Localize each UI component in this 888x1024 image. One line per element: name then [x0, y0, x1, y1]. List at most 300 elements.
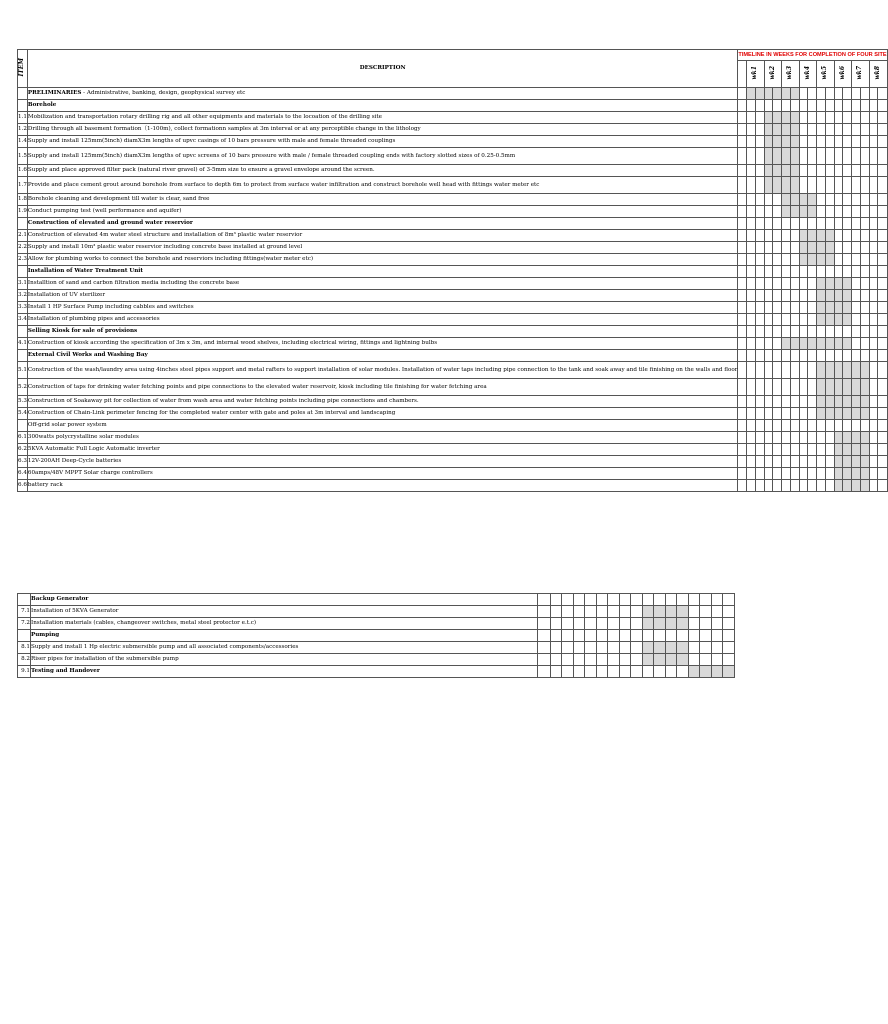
- timeline-cell: [574, 606, 585, 618]
- timeline-cell: [825, 266, 834, 278]
- timeline-cell: [852, 468, 860, 480]
- timeline-cell: [747, 218, 755, 230]
- timeline-cell: [538, 642, 551, 654]
- section-heading: [31, 630, 538, 642]
- timeline-cell: [551, 642, 562, 654]
- table-row: [18, 654, 735, 666]
- timeline-cell: [843, 266, 852, 278]
- item-number: 2.3: [18, 254, 28, 266]
- timeline-spacer-cell: [738, 61, 747, 88]
- timeline-cell: [689, 606, 700, 618]
- table-row: [18, 326, 888, 338]
- timeline-cell: [808, 230, 817, 242]
- timeline-cell: [654, 606, 666, 618]
- timeline-cell: [799, 194, 807, 206]
- timeline-cell: [755, 314, 764, 326]
- week-header-1: [747, 61, 765, 88]
- timeline-cell: [755, 468, 764, 480]
- timeline-cell: [878, 480, 887, 492]
- item-number: 5.2: [18, 379, 28, 396]
- timeline-cell: [869, 254, 877, 266]
- table-row: [18, 444, 888, 456]
- timeline-cell: [764, 242, 772, 254]
- timeline-cell: [773, 218, 782, 230]
- timeline-cell: [869, 177, 877, 194]
- timeline-cell: [878, 206, 887, 218]
- item-number: [18, 420, 28, 432]
- timeline-cell: [790, 242, 799, 254]
- timeline-cell: [790, 396, 799, 408]
- timeline-cell: [860, 230, 869, 242]
- timeline-cell: [773, 432, 782, 444]
- timeline-cell: [817, 432, 825, 444]
- timeline-cell: [773, 338, 782, 350]
- item-description: [27, 396, 738, 408]
- timeline-cell: [834, 242, 842, 254]
- item-description: [27, 124, 738, 136]
- timeline-cell: [790, 218, 799, 230]
- timeline-cell: [738, 480, 747, 492]
- timeline-cell: [755, 326, 764, 338]
- timeline-cell: [878, 290, 887, 302]
- timeline-cell: [747, 302, 755, 314]
- timeline-cell: [773, 302, 782, 314]
- timeline-cell: [817, 266, 825, 278]
- timeline-cell: [878, 148, 887, 165]
- timeline-cell: [799, 420, 807, 432]
- timeline-cell: [817, 218, 825, 230]
- timeline-cell: [852, 254, 860, 266]
- timeline-cell: [878, 254, 887, 266]
- description-text: Testing and Handover: [31, 668, 100, 675]
- timeline-cell: [860, 420, 869, 432]
- item-number: 6.4: [18, 468, 28, 480]
- timeline-cell: [608, 618, 620, 630]
- timeline-cell: [852, 396, 860, 408]
- timeline-cell: [878, 350, 887, 362]
- timeline-cell: [843, 420, 852, 432]
- timeline-cell: [755, 206, 764, 218]
- timeline-cell: [852, 100, 860, 112]
- timeline-cell: [869, 420, 877, 432]
- timeline-cell: [808, 408, 817, 420]
- timeline-cell: [860, 350, 869, 362]
- item-description: [27, 230, 738, 242]
- timeline-cell: [852, 88, 860, 100]
- item-description: [31, 666, 538, 678]
- timeline-cell: [700, 666, 712, 678]
- description-text: Installation of 5KVA Generator: [31, 608, 119, 615]
- table-row: [18, 606, 735, 618]
- timeline-cell: [799, 136, 807, 148]
- timeline-cell: [843, 314, 852, 326]
- timeline-cell: [631, 594, 643, 606]
- item-header-label: ITEM: [18, 58, 26, 77]
- timeline-cell: [551, 654, 562, 666]
- timeline-cell: [817, 112, 825, 124]
- timeline-cell: [869, 124, 877, 136]
- timeline-cell: [712, 630, 723, 642]
- timeline-cell: [738, 396, 747, 408]
- timeline-cell: [825, 444, 834, 456]
- timeline-cell: [834, 88, 842, 100]
- timeline-cell: [860, 396, 869, 408]
- timeline-cell: [843, 468, 852, 480]
- timeline-cell: [782, 100, 790, 112]
- timeline-cell: [597, 642, 608, 654]
- timeline-cell: [764, 177, 772, 194]
- timeline-cell: [764, 408, 772, 420]
- timeline-cell: [755, 362, 764, 379]
- timeline-cell: [747, 480, 755, 492]
- timeline-cell: [834, 379, 842, 396]
- timeline-cell: [755, 194, 764, 206]
- timeline-cell: [834, 456, 842, 468]
- timeline-cell: [799, 148, 807, 165]
- timeline-cell: [860, 112, 869, 124]
- timeline-cell: [843, 148, 852, 165]
- section-heading: [27, 266, 738, 278]
- timeline-cell: [738, 290, 747, 302]
- item-description: [27, 206, 738, 218]
- timeline-cell: [755, 266, 764, 278]
- timeline-cell: [825, 278, 834, 290]
- timeline-cell: [782, 314, 790, 326]
- timeline-cell: [825, 396, 834, 408]
- timeline-cell: [852, 242, 860, 254]
- schedule-table-continued: [17, 593, 735, 678]
- timeline-cell: [869, 266, 877, 278]
- week-label: wk8: [874, 66, 882, 80]
- timeline-cell: [834, 444, 842, 456]
- table-row: [18, 362, 888, 379]
- table-row: [18, 290, 888, 302]
- timeline-cell: [551, 594, 562, 606]
- timeline-cell: [755, 136, 764, 148]
- timeline-cell: [843, 350, 852, 362]
- item-number: [18, 350, 28, 362]
- item-number: [18, 88, 28, 100]
- timeline-cell: [852, 432, 860, 444]
- timeline-cell: [747, 444, 755, 456]
- timeline-cell: [790, 444, 799, 456]
- item-number: [18, 100, 28, 112]
- timeline-cell: [747, 379, 755, 396]
- timeline-cell: [878, 88, 887, 100]
- item-description: [27, 88, 738, 100]
- item-number: 9.1: [18, 666, 31, 678]
- timeline-cell: [852, 230, 860, 242]
- timeline-cell: [738, 266, 747, 278]
- timeline-cell: [808, 480, 817, 492]
- timeline-cell: [825, 326, 834, 338]
- section-heading: [27, 218, 738, 230]
- timeline-cell: [654, 666, 666, 678]
- timeline-cell: [860, 254, 869, 266]
- timeline-cell: [620, 630, 631, 642]
- timeline-cell: [712, 606, 723, 618]
- timeline-cell: [764, 338, 772, 350]
- timeline-cell: [843, 177, 852, 194]
- table-row: [18, 350, 888, 362]
- section-heading: [31, 594, 538, 606]
- description-text: Supply and install 125mm(5inch) diamX3m lengths of upvc casings of 10 bars pressure with male and female threaded couplings: [27, 138, 396, 145]
- timeline-cell: [869, 468, 877, 480]
- timeline-cell: [790, 338, 799, 350]
- timeline-cell: [825, 350, 834, 362]
- timeline-cell: [747, 396, 755, 408]
- timeline-cell: [799, 254, 807, 266]
- timeline-cell: [585, 606, 597, 618]
- timeline-cell: [643, 630, 654, 642]
- timeline-cell: [723, 642, 735, 654]
- timeline-cell: [738, 148, 747, 165]
- week-header-5: [817, 61, 835, 88]
- timeline-cell: [755, 218, 764, 230]
- timeline-cell: [755, 242, 764, 254]
- timeline-cell: [825, 408, 834, 420]
- timeline-cell: [773, 468, 782, 480]
- timeline-cell: [817, 420, 825, 432]
- timeline-cell: [773, 362, 782, 379]
- timeline-cell: [689, 594, 700, 606]
- timeline-cell: [808, 100, 817, 112]
- timeline-cell: [834, 362, 842, 379]
- timeline-cell: [764, 326, 772, 338]
- timeline-cell: [799, 177, 807, 194]
- timeline-cell: [817, 177, 825, 194]
- timeline-cell: [790, 177, 799, 194]
- timeline-cell: [755, 408, 764, 420]
- timeline-cell: [825, 314, 834, 326]
- item-description: [27, 290, 738, 302]
- table-row: [18, 480, 888, 492]
- timeline-cell: [799, 230, 807, 242]
- timeline-cell: [689, 630, 700, 642]
- item-number: 1.6: [18, 165, 28, 177]
- timeline-cell: [755, 338, 764, 350]
- table-row: [18, 642, 735, 654]
- timeline-cell: [782, 456, 790, 468]
- timeline-cell: [723, 594, 735, 606]
- timeline-cell: [852, 136, 860, 148]
- table-row: [18, 302, 888, 314]
- timeline-cell: [878, 266, 887, 278]
- timeline-cell: [562, 666, 574, 678]
- description-text: Installation materials (cables, changeover switches, metal steel protector e.t.c): [31, 620, 257, 627]
- timeline-cell: [790, 314, 799, 326]
- timeline-cell: [878, 177, 887, 194]
- timeline-cell: [834, 100, 842, 112]
- timeline-cell: [790, 194, 799, 206]
- timeline-cell: [860, 379, 869, 396]
- timeline-cell: [843, 444, 852, 456]
- table-row: [18, 124, 888, 136]
- table-row: [18, 338, 888, 350]
- timeline-cell: [631, 618, 643, 630]
- timeline-cell: [834, 266, 842, 278]
- timeline-cell: [654, 630, 666, 642]
- item-number: 2.1: [18, 230, 28, 242]
- timeline-cell: [869, 278, 877, 290]
- timeline-cell: [799, 278, 807, 290]
- item-number: 1.9: [18, 206, 28, 218]
- timeline-cell: [773, 230, 782, 242]
- timeline-cell: [869, 88, 877, 100]
- description-text: Supply and install 125mm(5inch) diamX3m lengths of upvc screens of 10 bars pressure with male / female threaded coupling ends with factory slotted sizes of 0.25-0.5mm: [27, 152, 516, 159]
- timeline-cell: [817, 136, 825, 148]
- timeline-cell: [808, 177, 817, 194]
- week-label: wk5: [821, 66, 829, 80]
- timeline-cell: [799, 326, 807, 338]
- week-header-8: [869, 61, 887, 88]
- timeline-cell: [852, 124, 860, 136]
- timeline-cell: [843, 100, 852, 112]
- timeline-cell: [677, 630, 689, 642]
- timeline-cell: [755, 480, 764, 492]
- timeline-cell: [790, 148, 799, 165]
- timeline-cell: [747, 194, 755, 206]
- timeline-cell: [738, 206, 747, 218]
- timeline-cell: [782, 326, 790, 338]
- week-header-4: [799, 61, 817, 88]
- timeline-cell: [782, 206, 790, 218]
- timeline-cell: [608, 630, 620, 642]
- timeline-cell: [562, 618, 574, 630]
- timeline-cell: [689, 618, 700, 630]
- timeline-cell: [782, 165, 790, 177]
- timeline-cell: [585, 642, 597, 654]
- timeline-cell: [843, 88, 852, 100]
- timeline-cell: [843, 242, 852, 254]
- timeline-cell: [773, 444, 782, 456]
- timeline-cell: [631, 606, 643, 618]
- timeline-cell: [631, 642, 643, 654]
- table-row: [18, 218, 888, 230]
- timeline-cell: [817, 242, 825, 254]
- description-text: Construction of the wash/laundry area using 4inches steel pipes support and metal rafters to support installation of solar modules. Installation of water taps including pipe connection to the tank and soak away and tile finishing on the walls and floor: [27, 366, 738, 373]
- timeline-cell: [878, 396, 887, 408]
- timeline-cell: [755, 278, 764, 290]
- timeline-cell: [869, 242, 877, 254]
- description-text: Installation of UV sterilizer: [27, 292, 106, 299]
- timeline-cell: [799, 242, 807, 254]
- timeline-cell: [860, 480, 869, 492]
- timeline-cell: [825, 206, 834, 218]
- timeline-cell: [869, 314, 877, 326]
- week-label: wk2: [768, 66, 776, 80]
- timeline-cell: [808, 362, 817, 379]
- timeline-cell: [878, 194, 887, 206]
- table-row: [18, 136, 888, 148]
- timeline-cell: [878, 420, 887, 432]
- timeline-cell: [799, 432, 807, 444]
- timeline-cell: [747, 456, 755, 468]
- timeline-cell: [643, 618, 654, 630]
- timeline-cell: [538, 666, 551, 678]
- description-text: Allow for plumbing works to connect the borehole and reserviors including fittings(water meter etc): [27, 256, 314, 263]
- item-number: [18, 594, 31, 606]
- timeline-cell: [825, 165, 834, 177]
- timeline-cell: [817, 468, 825, 480]
- timeline-cell: [700, 606, 712, 618]
- timeline-cell: [782, 420, 790, 432]
- timeline-cell: [551, 630, 562, 642]
- timeline-cell: [747, 338, 755, 350]
- timeline-cell: [738, 456, 747, 468]
- timeline-cell: [860, 278, 869, 290]
- description-text: Installtion of sand and carbon filtration media including the concrete base: [27, 280, 240, 287]
- timeline-cell: [834, 230, 842, 242]
- timeline-cell: [773, 290, 782, 302]
- timeline-cell: [764, 88, 772, 100]
- timeline-cell: [677, 618, 689, 630]
- timeline-cell: [878, 314, 887, 326]
- timeline-cell: [817, 338, 825, 350]
- timeline-cell: [825, 432, 834, 444]
- item-description: [27, 456, 738, 468]
- timeline-cell: [608, 606, 620, 618]
- timeline-cell: [843, 254, 852, 266]
- timeline-cell: [654, 654, 666, 666]
- week-label: wk4: [803, 66, 811, 80]
- timeline-cell: [834, 480, 842, 492]
- item-number: 5.1: [18, 362, 28, 379]
- timeline-cell: [852, 218, 860, 230]
- timeline-cell: [738, 165, 747, 177]
- timeline-cell: [852, 206, 860, 218]
- item-description: [27, 302, 738, 314]
- timeline-cell: [738, 124, 747, 136]
- timeline-cell: [782, 230, 790, 242]
- timeline-cell: [773, 242, 782, 254]
- timeline-cell: [843, 362, 852, 379]
- timeline-cell: [834, 124, 842, 136]
- timeline-cell: [747, 112, 755, 124]
- timeline-cell: [747, 88, 755, 100]
- timeline-cell: [869, 444, 877, 456]
- week-header-3: [782, 61, 800, 88]
- timeline-cell: [878, 444, 887, 456]
- timeline-cell: [538, 618, 551, 630]
- timeline-cell: [817, 408, 825, 420]
- timeline-cell: [799, 350, 807, 362]
- description-text: Conduct pumping test (well performance and aquifer): [27, 208, 182, 215]
- timeline-cell: [869, 230, 877, 242]
- timeline-cell: [860, 177, 869, 194]
- timeline-cell: [782, 194, 790, 206]
- timeline-cell: [773, 408, 782, 420]
- timeline-cell: [773, 420, 782, 432]
- description-column-header: DESCRIPTION: [27, 50, 738, 88]
- timeline-cell: [773, 314, 782, 326]
- item-description: [27, 468, 738, 480]
- timeline-cell: [852, 266, 860, 278]
- timeline-cell: [773, 136, 782, 148]
- timeline-cell: [666, 630, 677, 642]
- item-number: 1.7: [18, 177, 28, 194]
- week-header-2: [764, 61, 782, 88]
- timeline-cell: [643, 642, 654, 654]
- item-number: 3.1: [18, 278, 28, 290]
- item-number: 1.5: [18, 148, 28, 165]
- item-description: [27, 242, 738, 254]
- timeline-cell: [738, 230, 747, 242]
- timeline-cell: [869, 379, 877, 396]
- timeline-cell: [799, 362, 807, 379]
- timeline-cell: [834, 148, 842, 165]
- table-row: [18, 630, 735, 642]
